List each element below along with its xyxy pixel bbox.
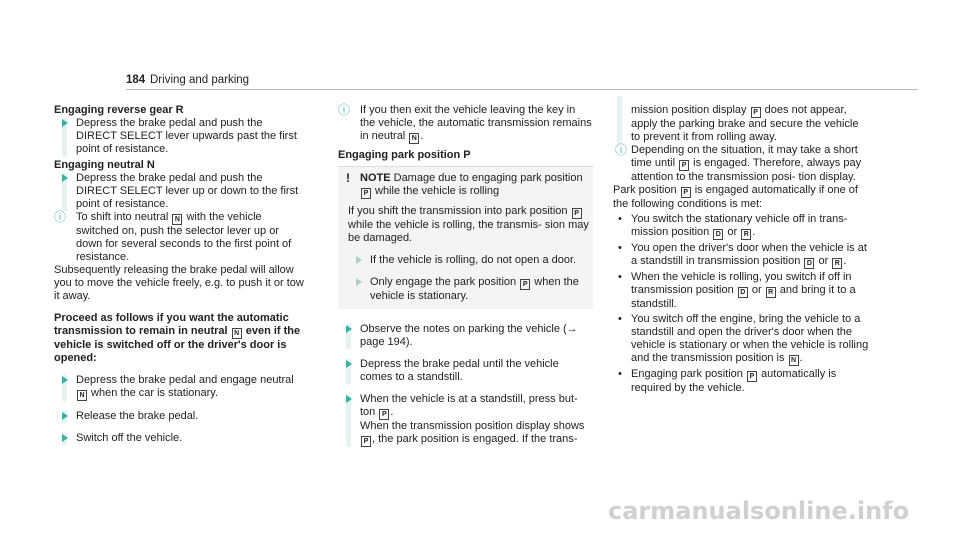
step: If the vehicle is rolling, do not open a door. — [348, 254, 589, 267]
arrow-icon — [346, 395, 352, 403]
info-icon: ⓘ — [615, 143, 628, 157]
arrow-icon — [62, 174, 68, 182]
arrow-icon — [356, 278, 362, 286]
info-note: ⓘ Depending on the situation, it may take a short time until P is engaged. Therefore, always pay attention to the transmission posi- tion display. — [615, 143, 862, 183]
key-d-icon: D — [713, 229, 723, 240]
list-item: • Engaging park position P automatically is required by the vehicle. — [618, 368, 837, 394]
info-icon: ⓘ — [338, 103, 351, 117]
paragraph: Park position P is engaged automatically if one of the following conditions is met: — [613, 184, 858, 210]
heading-proceed: Proceed as follows if you want the automatic transmission to remain in neutral N even if the vehicle is switched off or the driver's door is opened: — [54, 312, 301, 364]
step: Switch off the vehicle. — [54, 432, 304, 445]
watermark: carmanualsonline.info — [608, 497, 910, 525]
key-n-icon: N — [77, 390, 87, 401]
heading-neutral: Engaging neutral N — [54, 159, 155, 171]
step: Depress the brake pedal and push the DIRECT SELECT lever upwards past the first point of resistance. — [54, 117, 304, 156]
key-p-icon: P — [572, 208, 582, 219]
key-d-icon: D — [804, 258, 814, 269]
key-n-icon: N — [409, 133, 419, 144]
key-n-icon: N — [789, 355, 799, 366]
arrow-icon — [356, 256, 362, 264]
column-2 — [338, 104, 593, 447]
notice-box: ! NOTE Damage due to engaging park position P while the vehicle is rolling If you shift the transmission into park position P while the vehicle is rolling, the transmis- sion may be damaged. If the vehicle is rolling, do not open a door. Only engage the park position P when the vehicle is stationary. — [338, 166, 593, 309]
key-p-icon: P — [379, 409, 389, 420]
step: When the vehicle is at a standstill, press but- ton P . When the transmission position display shows P , the park position is engaged. If the trans- — [338, 393, 593, 447]
key-r-icon: R — [741, 229, 751, 240]
arrow-icon — [346, 325, 352, 333]
step: Release the brake pedal. — [54, 410, 304, 423]
arrow-icon — [62, 119, 68, 127]
key-p-icon: P — [751, 107, 761, 118]
arrow-icon — [62, 434, 68, 442]
warning-icon: ! — [346, 171, 350, 185]
list-item: • You open the driver's door when the vehicle is at a standstill in transmission position D or R . — [618, 242, 867, 267]
column-3 — [609, 104, 869, 395]
section-title: Driving and parking — [150, 74, 250, 86]
key-p-icon: P — [681, 187, 691, 198]
key-p-icon: P — [679, 160, 689, 171]
heading-park: Engaging park position P — [338, 149, 471, 161]
column-1 — [54, 104, 304, 445]
key-p-icon: P — [361, 436, 371, 447]
step: Observe the notes on parking the vehicle (→ page 194). — [338, 323, 593, 349]
arrow-icon — [62, 376, 68, 384]
key-d-icon: D — [738, 287, 748, 298]
step: Depress the brake pedal and engage neutral N when the car is stationary. — [54, 374, 304, 401]
step: Depress the brake pedal until the vehicle comes to a standstill. — [338, 358, 593, 384]
arrow-icon — [346, 360, 352, 368]
info-note: ⓘ If you then exit the vehicle leaving the key in the vehicle, the automatic transmission remains in neutral N . — [338, 103, 592, 142]
info-note: ⓘ To shift into neutral N with the vehicle switched on, push the selector lever up or down for several seconds to the first point of resistance. — [54, 210, 292, 263]
paragraph: Subsequently releasing the brake pedal will allow you to move the vehicle freely, e.g. to push it or tow it away. — [54, 264, 304, 302]
key-r-icon: R — [832, 258, 842, 269]
heading-reverse: Engaging reverse gear R — [54, 104, 184, 116]
list-item: • You switch the stationary vehicle off in trans- mission position D or R . — [618, 213, 848, 238]
key-n-icon: N — [172, 214, 182, 225]
key-r-icon: R — [766, 287, 776, 298]
info-icon: ⓘ — [54, 210, 67, 224]
step: Depress the brake pedal and push the DIRECT SELECT lever up or down to the first point of resistance. — [54, 172, 304, 211]
key-p-icon: P — [747, 371, 757, 382]
list-item: • You switch off the engine, bring the vehicle to a standstill and open the driver's door when the vehicle is stationary or when the vehicle is rolling and the transmission position is N . — [618, 313, 869, 364]
arrow-icon — [62, 412, 68, 420]
key-p-icon: P — [361, 188, 371, 199]
list-item: • When the vehicle is rolling, you switch if off in transmission position D or R and bring it to a standstill. — [618, 271, 856, 310]
step: Only engage the park position P when the vehicle is stationary. — [348, 276, 589, 303]
header-rule — [126, 89, 918, 90]
key-n-icon: N — [232, 328, 242, 339]
page-number: 184 — [126, 74, 146, 86]
key-p-icon: P — [520, 279, 530, 290]
step-continued: mission position display P does not appear, apply the parking brake and secure the vehicle to prevent it from rolling away. — [609, 104, 869, 144]
